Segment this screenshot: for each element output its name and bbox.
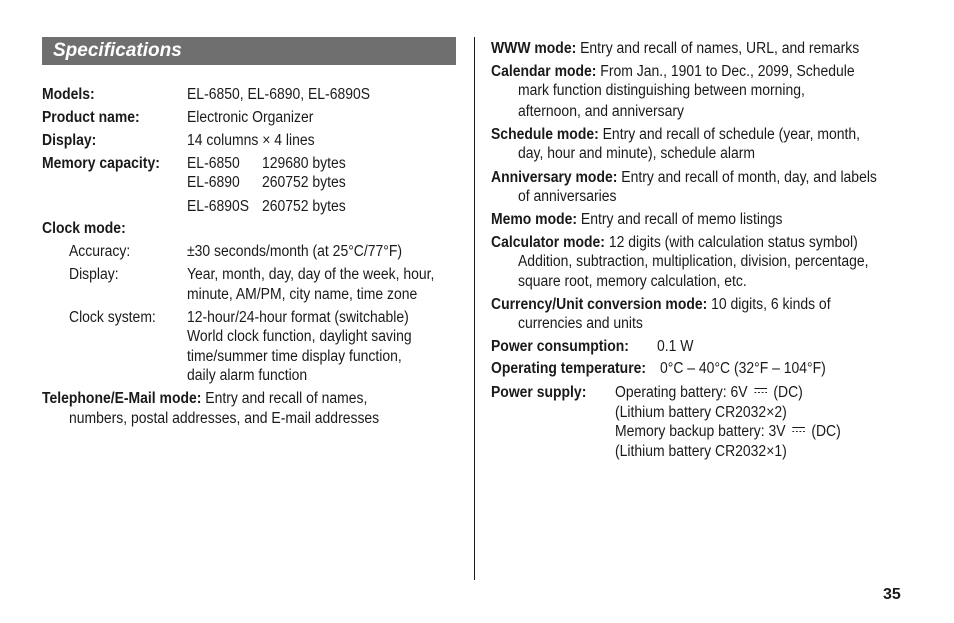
calculator-mode-text: square root, memory calculation, etc. xyxy=(518,273,747,290)
clock-system-line: time/summer time display function, xyxy=(187,348,402,365)
power-consumption-label: Power consumption: xyxy=(491,338,629,355)
power-supply-label: Power supply: xyxy=(491,384,587,401)
clock-system-label: Clock system: xyxy=(69,309,156,326)
page-number: 35 xyxy=(883,586,901,603)
backup-battery-type: (Lithium battery CR2032×1) xyxy=(615,443,787,460)
www-mode-text: Entry and recall of names, URL, and remarks xyxy=(580,40,860,57)
memory-model: EL-6890 xyxy=(187,174,240,191)
backup-battery-text: Memory backup battery: 3V xyxy=(615,423,786,440)
operating-battery-type: (Lithium battery CR2032×2) xyxy=(615,404,787,421)
clock-system-line: World clock function, daylight saving xyxy=(187,328,412,345)
anniversary-mode-label: Anniversary mode: xyxy=(491,169,618,186)
calculator-mode-label: Calculator mode: xyxy=(491,234,605,251)
calculator-mode-line xyxy=(491,233,858,253)
display-value: 14 columns × 4 lines xyxy=(187,132,315,149)
section-title: Specifications xyxy=(53,40,182,61)
backup-battery-line xyxy=(615,422,841,442)
clock-display-line: minute, AM/PM, city name, time zone xyxy=(187,286,418,303)
product-name-value: Electronic Organizer xyxy=(187,109,314,126)
www-mode-label: WWW mode: xyxy=(491,40,577,57)
currency-mode-label: Currency/Unit conversion mode: xyxy=(491,296,708,313)
memory-model: EL-6890S xyxy=(187,198,250,215)
models-label: Models: xyxy=(42,86,95,103)
schedule-mode-text: Entry and recall of schedule (year, month, xyxy=(602,126,861,143)
display-label: Display: xyxy=(42,132,97,149)
clock-system-line: 12-hour/24-hour format (switchable) xyxy=(187,309,409,326)
memory-model: EL-6850 xyxy=(187,155,240,172)
memo-mode-line xyxy=(491,210,783,230)
backup-battery-dc: (DC) xyxy=(811,423,841,440)
telephone-mode-text: numbers, postal addresses, and E-mail addresses xyxy=(69,410,380,427)
anniversary-mode-text: of anniversaries xyxy=(518,188,617,205)
currency-mode-text: currencies and units xyxy=(518,315,643,332)
schedule-mode-line xyxy=(491,125,860,145)
clock-display-label: Display: xyxy=(69,266,119,283)
operating-temperature-value: 0°C – 40°C (32°F – 104°F) xyxy=(660,360,826,377)
dc-symbol-icon xyxy=(754,388,767,395)
memory-bytes: 260752 bytes xyxy=(262,174,346,191)
calendar-mode-text: mark function distinguishing between morning, xyxy=(518,82,805,99)
power-consumption-value: 0.1 W xyxy=(657,338,694,355)
clock-display-line: Year, month, day, day of the week, hour, xyxy=(187,266,435,283)
memo-mode-text: Entry and recall of memo listings xyxy=(580,211,783,228)
accuracy-value: ±30 seconds/month (at 25°C/77°F) xyxy=(187,243,403,260)
clock-system-line: daily alarm function xyxy=(187,367,308,384)
operating-temperature-label: Operating temperature: xyxy=(491,360,647,377)
calendar-mode-line xyxy=(491,62,855,82)
schedule-mode-label: Schedule mode: xyxy=(491,126,599,143)
telephone-mode-line xyxy=(42,389,367,409)
telephone-mode-text: Entry and recall of names, xyxy=(205,390,368,407)
memory-bytes: 129680 bytes xyxy=(262,155,346,172)
anniversary-mode-text: Entry and recall of month, day, and labels xyxy=(621,169,877,186)
operating-battery-text: Operating battery: 6V xyxy=(615,384,748,401)
models-value: EL-6850, EL-6890, EL-6890S xyxy=(187,86,371,103)
calculator-mode-text: Addition, subtraction, multiplication, division, percentage, xyxy=(518,253,869,270)
www-mode-line xyxy=(491,39,859,59)
column-divider xyxy=(474,37,475,580)
product-name-label: Product name: xyxy=(42,109,140,126)
calendar-mode-label: Calendar mode: xyxy=(491,63,597,80)
clock-mode-label: Clock mode: xyxy=(42,220,126,237)
telephone-mode-label: Telephone/E-Mail mode: xyxy=(42,390,202,407)
calendar-mode-text: From Jan., 1901 to Dec., 2099, Schedule xyxy=(600,63,855,80)
section-title-bar xyxy=(42,37,456,65)
accuracy-label: Accuracy: xyxy=(69,243,131,260)
schedule-mode-text: day, hour and minute), schedule alarm xyxy=(518,145,756,162)
anniversary-mode-line xyxy=(491,168,877,188)
operating-battery-dc: (DC) xyxy=(773,384,803,401)
memory-capacity-label: Memory capacity: xyxy=(42,155,160,172)
operating-battery-line xyxy=(615,383,803,403)
calendar-mode-text: afternoon, and anniversary xyxy=(518,103,684,120)
dc-symbol-icon xyxy=(792,427,805,434)
memo-mode-label: Memo mode: xyxy=(491,211,578,228)
memory-bytes: 260752 bytes xyxy=(262,198,346,215)
currency-mode-line xyxy=(491,295,831,315)
currency-mode-text: 10 digits, 6 kinds of xyxy=(711,296,831,313)
calculator-mode-text: 12 digits (with calculation status symbol) xyxy=(608,234,858,251)
